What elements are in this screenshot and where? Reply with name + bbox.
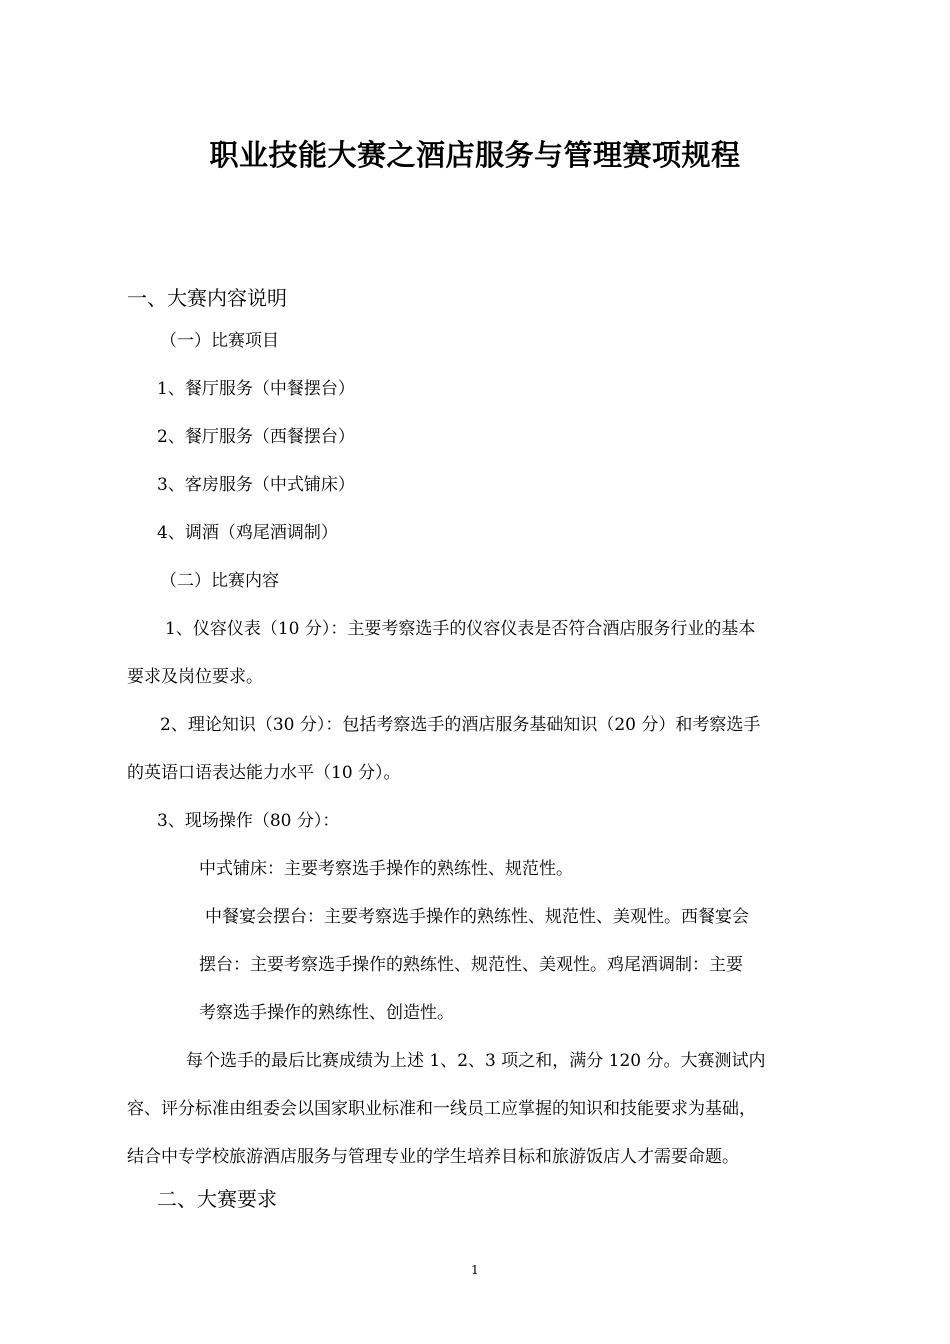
subsection-heading-2: （二）比赛内容 <box>160 571 279 591</box>
list-item: 4、调酒（鸡尾酒调制） <box>157 523 338 543</box>
list-item: 2、餐厅服务（西餐摆台） <box>157 427 355 447</box>
paragraph-line: 结合中专学校旅游酒店服务与管理专业的学生培养目标和旅游饭店人才需要命题。 <box>127 1147 739 1167</box>
section-heading-1: 一、大赛内容说明 <box>127 286 287 310</box>
page-number: 1 <box>471 1263 479 1277</box>
subsection-heading-1: （一）比赛项目 <box>160 331 279 351</box>
paragraph-line: 中餐宴会摆台：主要考察选手操作的熟练性、规范性、美观性。西餐宴会 <box>205 907 749 927</box>
paragraph-line: 容、评分标准由组委会以国家职业标准和一线员工应掌握的知识和技能要求为基础， <box>127 1099 756 1119</box>
document-title: 职业技能大赛之酒店服务与管理赛项规程 <box>209 138 741 172</box>
paragraph-line: 的英语口语表达能力水平（10 分）。 <box>127 763 401 783</box>
paragraph-line: 每个选手的最后比赛成绩为上述 1、2、3 项之和，满分 120 分。大赛测试内 <box>186 1051 766 1071</box>
paragraph-line: 中式铺床：主要考察选手操作的熟练性、规范性。 <box>199 859 573 879</box>
paragraph-line: 要求及岗位要求。 <box>127 667 263 687</box>
paragraph-line: 2、理论知识（30 分）：包括考察选手的酒店服务基础知识（20 分）和考察选手 <box>160 715 761 735</box>
paragraph-line: 摆台：主要考察选手操作的熟练性、规范性、美观性。鸡尾酒调制：主要 <box>199 955 743 975</box>
paragraph-line: 3、现场操作（80 分）： <box>157 811 340 831</box>
list-item: 1、餐厅服务（中餐摆台） <box>157 379 355 399</box>
paragraph-line: 考察选手操作的熟练性、创造性。 <box>199 1003 454 1023</box>
section-heading-2: 二、大赛要求 <box>157 1187 277 1211</box>
paragraph-line: 1、仪容仪表（10 分）：主要考察选手的仪容仪表是否符合酒店服务行业的基本 <box>165 619 756 639</box>
list-item: 3、客房服务（中式铺床） <box>157 475 355 495</box>
